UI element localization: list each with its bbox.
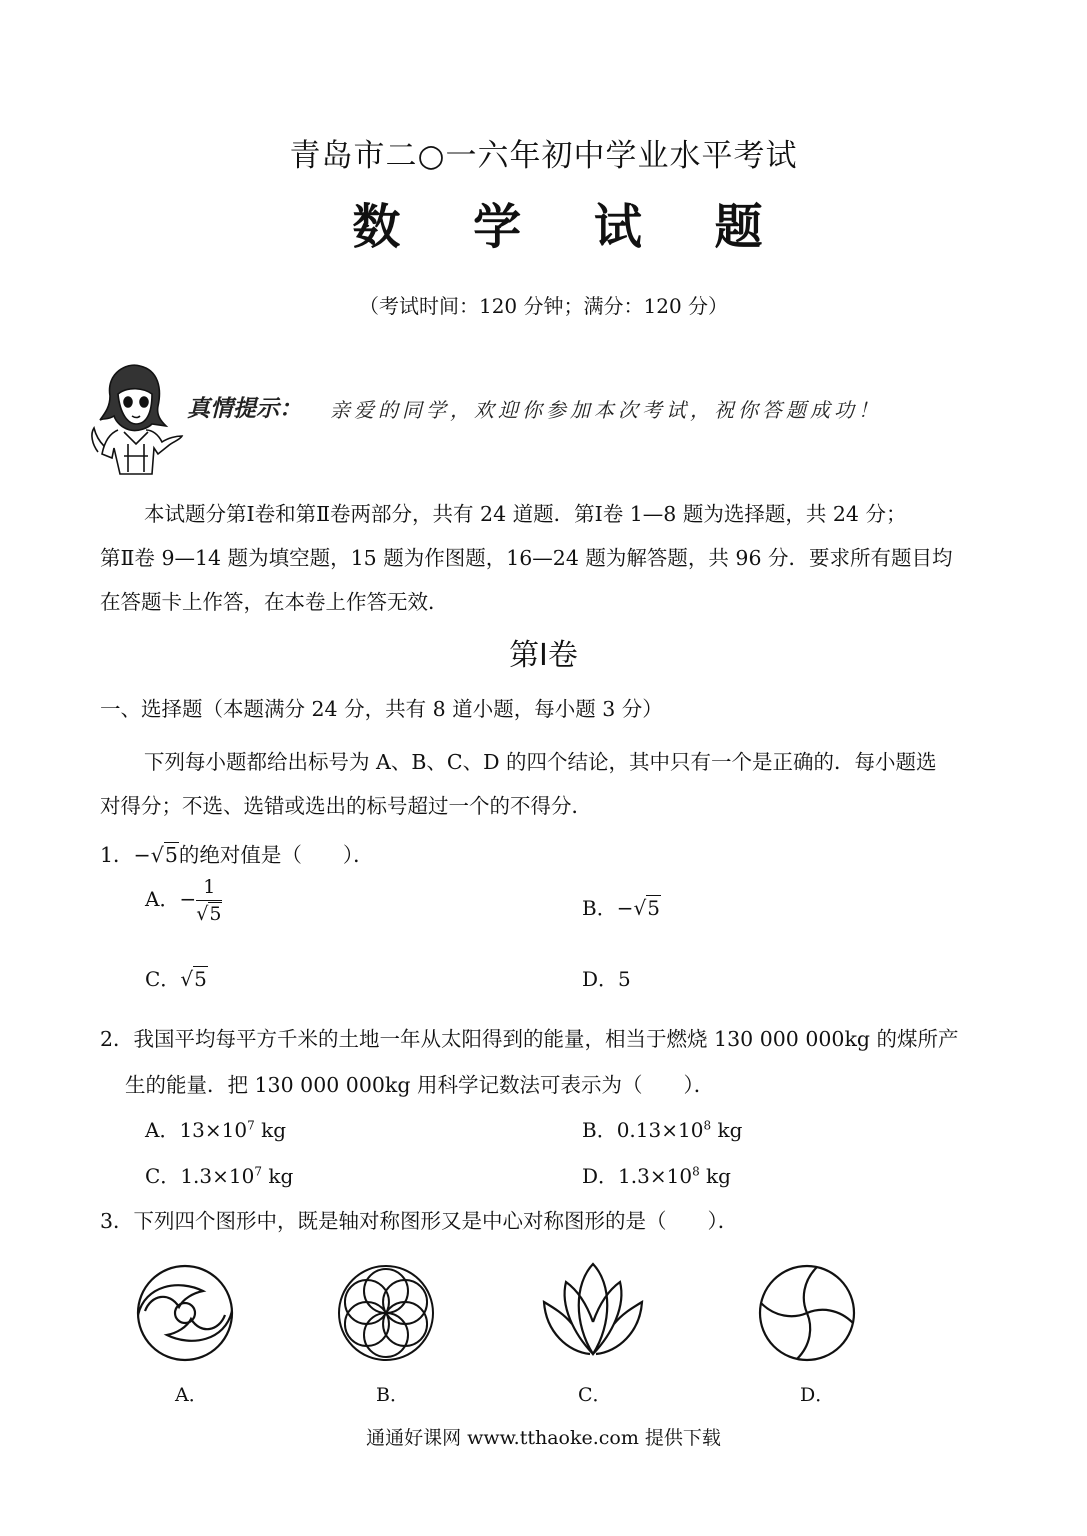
numerator: 1: [196, 876, 222, 901]
figure-label-c: C．: [578, 1384, 612, 1406]
figure-d-pinwheel[interactable]: [756, 1262, 858, 1364]
question-1: [100, 838, 374, 868]
minus-sign: −: [616, 896, 634, 920]
section-instructions: [100, 740, 990, 828]
denominator: √5: [196, 903, 222, 925]
cartoon-girl-illustration: [88, 362, 184, 476]
option-label: D．: [582, 967, 619, 991]
option-base: 1.3×10: [180, 1164, 255, 1188]
footer-credit: 通通好课网 www.tthaoke.com 提供下载: [366, 1427, 721, 1449]
exam-time-info: （考试时间：120 分钟；满分：120 分）: [358, 294, 729, 318]
intro-paragraph: [100, 492, 990, 624]
radicand: 5: [647, 896, 660, 920]
exponent: 7: [247, 1118, 255, 1133]
fraction: [196, 876, 222, 925]
intro-line-3: 在答题卡上作答，在本卷上作答无效．: [100, 590, 449, 614]
option-label: B．: [582, 896, 617, 920]
option-label: C．: [145, 967, 181, 991]
figure-b-flower[interactable]: [335, 1262, 437, 1364]
tip-label: 真情提示：: [187, 396, 302, 422]
unit: kg: [711, 1118, 743, 1142]
figure-c-lotus[interactable]: [540, 1262, 646, 1366]
option-label: D．: [582, 1164, 619, 1188]
option-base: 13×10: [179, 1118, 248, 1142]
intro-line-2: 第Ⅱ卷 9—14 题为填空题，15 题为作图题，16—24 题为解答题，共 96 分．要求所有题目均: [100, 546, 953, 570]
option-base: 0.13×10: [616, 1118, 704, 1142]
question-text: 的绝对值是（ ）．: [178, 843, 374, 867]
instruction-line-1: 下列每小题都给出标号为 A、B、C、D 的四个结论，其中只有一个是正确的．每小题选: [144, 750, 937, 774]
option-label: A．: [145, 887, 180, 911]
figure-label-a: A．: [175, 1384, 208, 1406]
option-label: B．: [582, 1118, 617, 1142]
instruction-line-2: 对得分；不选、选错或选出的标号超过一个的不得分．: [100, 794, 592, 818]
question-2-line-2: 生的能量．把 130 000 000kg 用科学记数法可表示为（ ）．: [125, 1073, 715, 1097]
radicand: 5: [194, 967, 207, 991]
figure-a-swirl[interactable]: [134, 1262, 236, 1364]
unit: kg: [699, 1164, 731, 1188]
volume-title: 第Ⅰ卷: [509, 638, 578, 673]
q1-option-a[interactable]: [145, 876, 222, 925]
figure-label-b: B．: [376, 1384, 409, 1406]
radicand: 5: [164, 843, 178, 867]
q2-option-a[interactable]: [145, 1114, 286, 1143]
minus-sign: −: [179, 887, 197, 911]
tip-text: 亲爱的同学，欢迎你参加本次考试，祝你答题成功！: [330, 398, 882, 422]
section-heading: 一、选择题（本题满分 24 分，共有 8 道小题，每小题 3 分）: [100, 697, 663, 721]
option-label: C．: [145, 1164, 181, 1188]
question-number: 1．: [100, 843, 134, 867]
sqrt-expression: √5: [150, 843, 178, 867]
exam-title: 青岛市二○一六年初中学业水平考试: [289, 138, 798, 174]
unit: kg: [254, 1118, 287, 1142]
sqrt-expression: √5: [633, 896, 660, 920]
intro-line-1: 本试题分第Ⅰ卷和第Ⅱ卷两部分，共有 24 道题．第Ⅰ卷 1—8 题为选择题，共 24 分；: [144, 502, 907, 526]
option-base: 1.3×10: [618, 1164, 693, 1188]
q2-option-c[interactable]: [145, 1160, 293, 1189]
minus-sign: −: [133, 843, 151, 867]
sqrt-expression: √5: [180, 967, 207, 991]
unit: kg: [261, 1164, 294, 1188]
q1-option-c[interactable]: [145, 963, 208, 992]
exponent: 7: [254, 1164, 262, 1179]
subject-title: 数 学 试 题: [352, 199, 791, 255]
radicand: 5: [209, 903, 222, 925]
exponent: 8: [692, 1164, 700, 1179]
q2-option-b[interactable]: [582, 1114, 742, 1143]
question-2-line-1: 2．我国平均每平方千米的土地一年从太阳得到的能量，相当于燃烧 130 000 000kg 的煤所产: [100, 1027, 959, 1051]
figure-label-d: D．: [800, 1384, 835, 1406]
exponent: 8: [703, 1118, 712, 1133]
option-value: 5: [618, 967, 631, 991]
q1-option-b[interactable]: [582, 892, 661, 921]
q1-option-d[interactable]: [582, 963, 631, 992]
question-3: 3．下列四个图形中，既是轴对称图形又是中心对称图形的是（ ）．: [100, 1209, 739, 1233]
option-label: A．: [145, 1118, 180, 1142]
q2-option-d[interactable]: [582, 1160, 731, 1189]
